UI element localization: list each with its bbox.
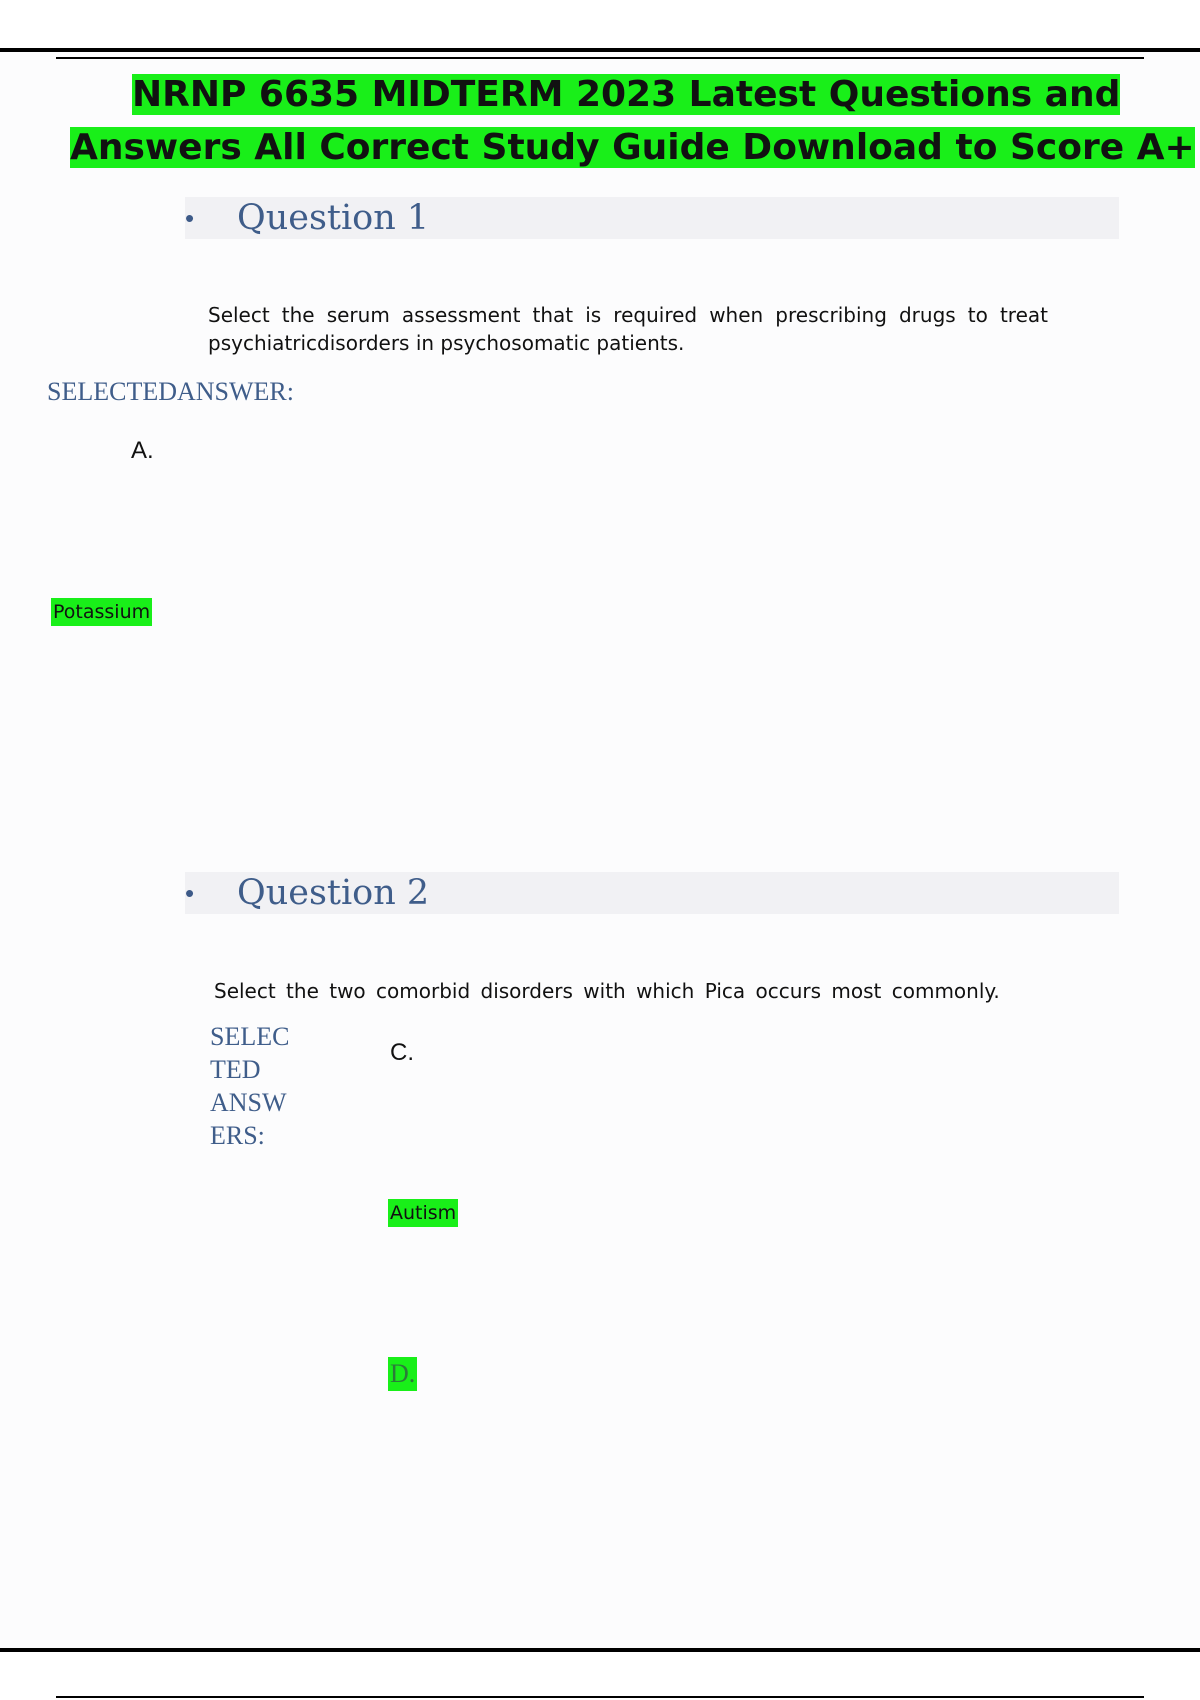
selected-label-line: ANSW [210, 1088, 287, 1117]
question-1-header [185, 197, 1119, 239]
title-highlight-2: Answers All Correct Study Guide Download to Score A+ [70, 127, 1195, 168]
document-title-line-2 [70, 124, 1195, 172]
top-rule [0, 48, 1200, 52]
title-highlight-1: NRNP 6635 MIDTERM 2023 Latest Questions and [132, 74, 1121, 115]
question-1-text: Select the serum assessment that is required when prescribing drugs to treat psychiatricdisorders in psychosomatic patients. [208, 303, 1048, 355]
question-2-title: Question 2 [237, 873, 430, 913]
bottom-rule [0, 1648, 1200, 1652]
question-2-second-letter: D. [388, 1357, 417, 1391]
bullet-icon: • [185, 878, 195, 908]
question-1-answer-text: Potassium [51, 598, 152, 626]
page-background [0, 50, 1200, 1650]
question-1-title: Question 1 [237, 198, 430, 238]
question-1-selected-label: SELECTEDANSWER: [47, 377, 294, 406]
selected-label-line: TED [210, 1055, 261, 1084]
bottom-thin-rule [56, 1696, 1144, 1698]
question-2-answer-letter: C. [390, 1039, 414, 1066]
question-2-answer-text: Autism [388, 1199, 458, 1227]
selected-label-line: SELEC [210, 1022, 290, 1051]
question-1-answer-letter: A. [131, 437, 154, 464]
bullet-icon: • [185, 203, 195, 233]
question-2-header [185, 872, 1119, 914]
top-thin-rule [56, 57, 1144, 59]
question-2-text: Select the two comorbid disorders with which Pica occurs most commonly. [214, 979, 1000, 1003]
document-title-line-1 [132, 71, 1120, 119]
selected-label-line: ERS: [210, 1121, 265, 1150]
